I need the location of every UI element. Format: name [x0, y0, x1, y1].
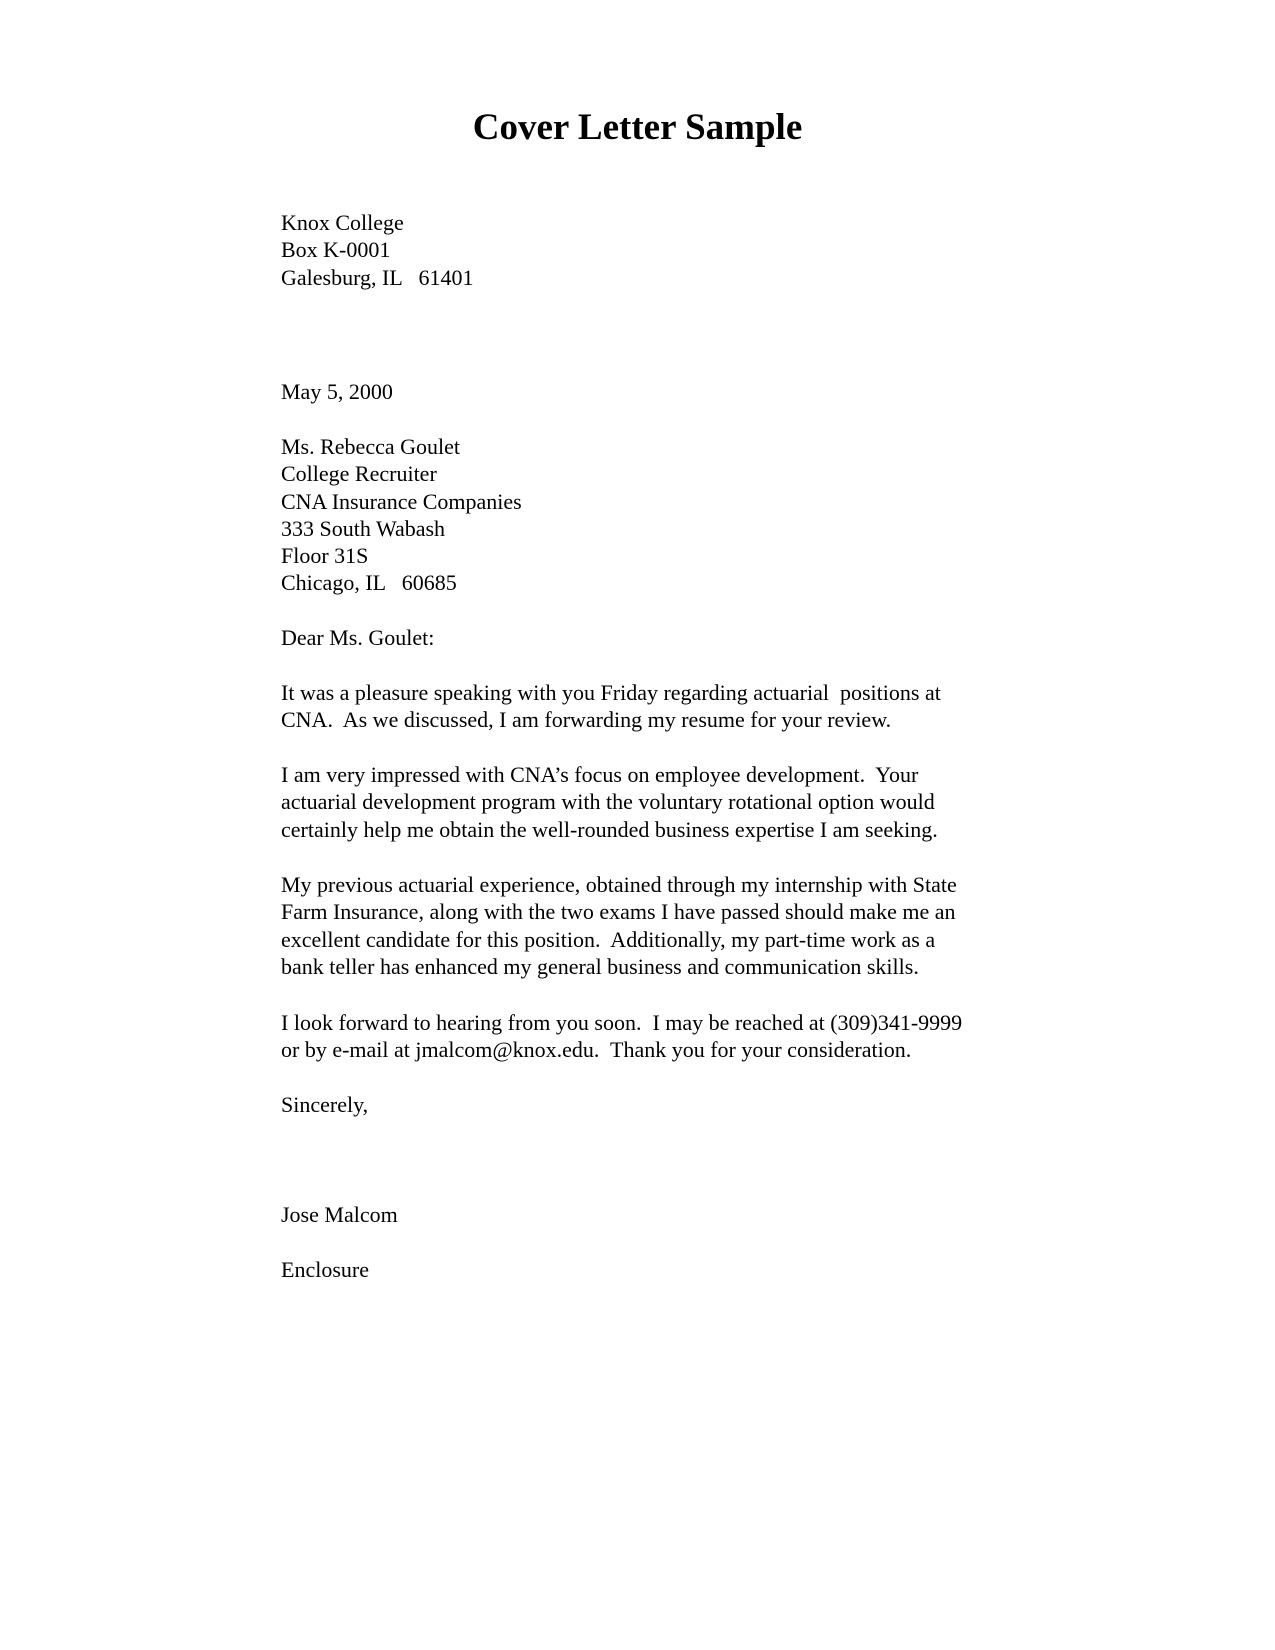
recipient-line: Chicago, IL 60685	[281, 570, 457, 596]
paragraph-line: It was a pleasure speaking with you Friday regarding actuarial positions at	[281, 680, 941, 705]
salutation	[281, 624, 1021, 651]
paragraph-line: Farm Insurance, along with the two exams I have passed should make me an	[281, 899, 956, 925]
body-paragraph-4	[281, 1009, 1021, 1064]
sender-line: Knox College	[281, 210, 404, 235]
sender-line: Galesburg, IL 61401	[281, 264, 474, 290]
recipient-address	[281, 433, 1021, 597]
recipient-line: Floor 31S	[281, 543, 369, 569]
sender-line: Box K-0001	[281, 237, 391, 263]
paragraph-line: CNA. As we discussed, I am forwarding my resume for your review.	[281, 707, 892, 733]
signature-text: Jose Malcom	[281, 1202, 398, 1227]
recipient-line: Ms. Rebecca Goulet	[281, 434, 460, 459]
body-paragraph-2	[281, 761, 1021, 843]
salutation-text: Dear Ms. Goulet:	[281, 625, 435, 650]
paragraph-line: bank teller has enhanced my general business and communication skills.	[281, 953, 919, 979]
paragraph-line: I am very impressed with CNA’s focus on employee development. Your	[281, 762, 919, 787]
recipient-line: College Recruiter	[281, 461, 437, 487]
recipient-line: 333 South Wabash	[281, 515, 446, 541]
page-title: Cover Letter Sample	[472, 107, 803, 148]
paragraph-line: excellent candidate for this position. Additionally, my part-time work as a	[281, 926, 936, 952]
closing	[281, 1091, 1021, 1118]
paragraph-line: or by e-mail at jmalcom@knox.edu. Thank you for your consideration.	[281, 1037, 912, 1063]
body-paragraph-3	[281, 871, 1021, 980]
date-text: May 5, 2000	[281, 379, 393, 404]
paragraph-line: My previous actuarial experience, obtained through my internship with State	[281, 872, 957, 897]
recipient-line: CNA Insurance Companies	[281, 488, 522, 514]
enclosure-text: Enclosure	[281, 1257, 369, 1282]
paragraph-line: certainly help me obtain the well-rounded business expertise I am seeking.	[281, 816, 938, 842]
letter-date	[281, 378, 1021, 405]
enclosure-note	[281, 1256, 1021, 1283]
body-paragraph-1	[281, 679, 1021, 734]
signature-name	[281, 1201, 1021, 1228]
closing-text: Sincerely,	[281, 1092, 369, 1117]
sender-address	[281, 209, 1021, 291]
paragraph-line: I look forward to hearing from you soon. I may be reached at (309)341-9999	[281, 1010, 963, 1035]
paragraph-line: actuarial development program with the voluntary rotational option would	[281, 789, 935, 815]
